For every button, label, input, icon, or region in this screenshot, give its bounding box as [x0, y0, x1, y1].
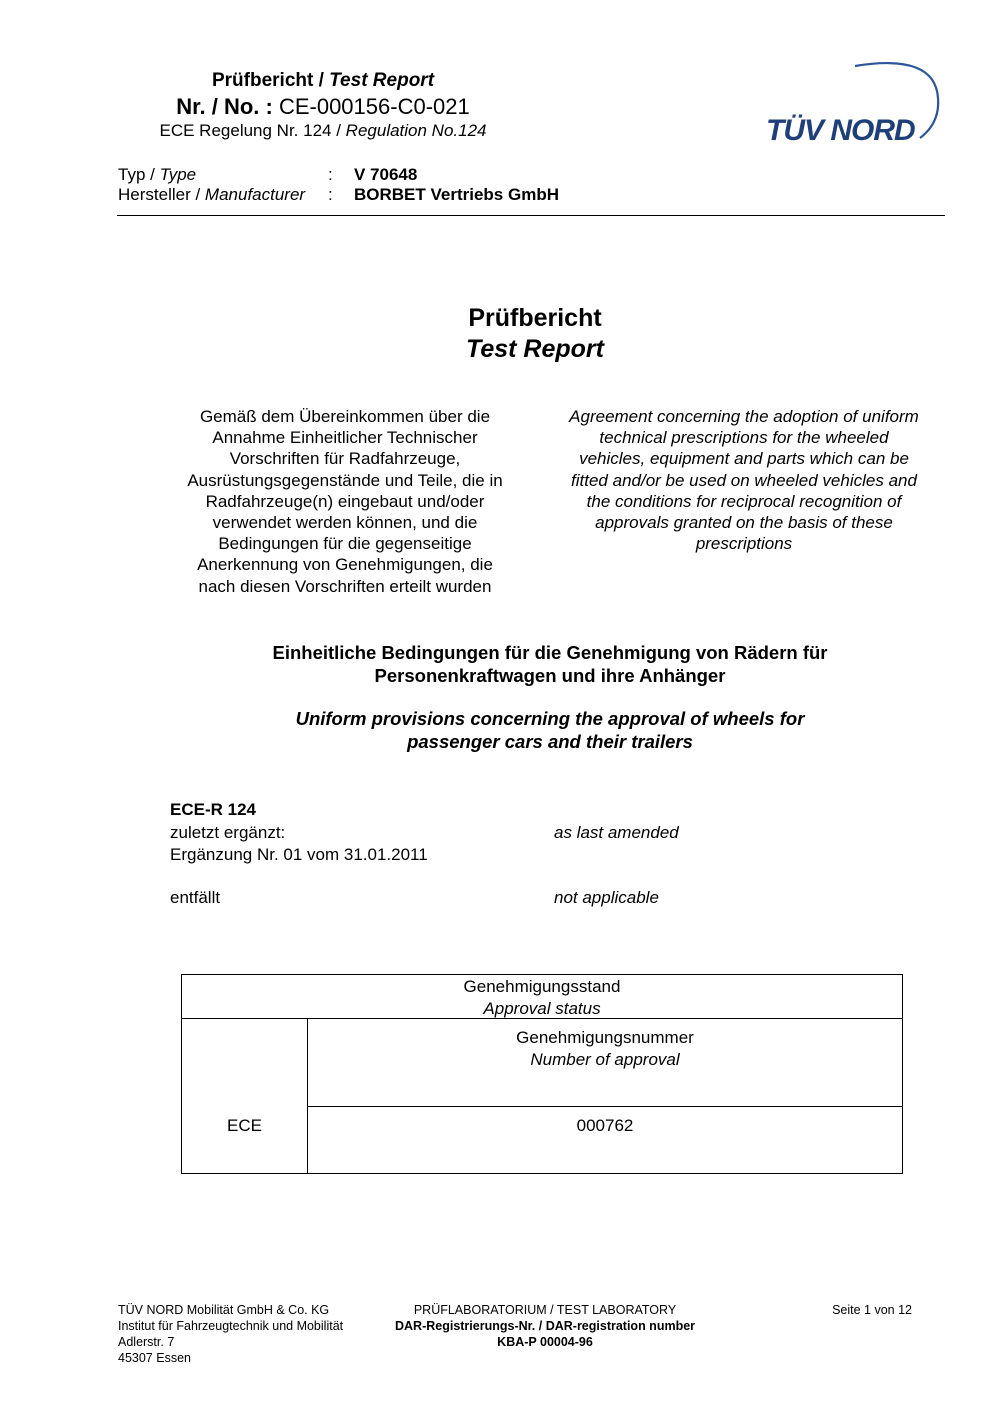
approval-status-de: Genehmigungsstand: [463, 977, 621, 996]
agreement-en-line: fitted and/or be used on wheeled vehicles and: [571, 470, 917, 490]
supplement-info: Ergänzung Nr. 01 vom 31.01.2011: [170, 845, 428, 864]
report-label-de: Prüfbericht /: [211, 70, 330, 91]
agreement-en-line: prescriptions: [695, 534, 793, 554]
report-number-value: CE-000156-C0-021: [278, 94, 470, 119]
agreement-en-line: technical prescriptions for the wheeled: [599, 428, 889, 448]
report-number-label: Nr. / No. :: [176, 94, 279, 119]
manufacturer-row: [118, 185, 559, 205]
provisions-title-en: [200, 707, 900, 753]
agreement-de-line: Bedingungen für die gegenseitige: [218, 534, 472, 554]
provisions-de-line: Personenkraftwagen und ihre Anhänger: [374, 665, 726, 686]
footer-address: [118, 1302, 343, 1366]
agreement-de-line: Vorschriften für Radfahrzeuge,: [229, 449, 461, 469]
footer-address-line: 45307 Essen: [118, 1351, 191, 1365]
provisions-en-line: Uniform provisions concerning the approval of wheels for: [295, 708, 805, 729]
approval-status-en: Approval status: [483, 998, 601, 1018]
approval-status-header: [182, 976, 902, 1019]
approval-scheme: ECE: [227, 1116, 262, 1135]
agreement-text-en: [550, 406, 938, 554]
type-separator: :: [328, 165, 333, 184]
type-value: V 70648: [354, 165, 418, 184]
footer-address-line: TÜV NORD Mobilität GmbH & Co. KG: [118, 1303, 330, 1317]
logo-text: TÜV NORD: [766, 114, 915, 147]
agreement-de-line: Gemäß dem Übereinkommen über die: [199, 407, 491, 426]
regulation-header: [118, 121, 528, 141]
agreement-de-line: Radfahrzeuge(n) eingebaut und/oder: [205, 491, 485, 511]
footer-laboratory: [370, 1302, 720, 1350]
footer-lab-title: PRÜFLABORATORIUM / TEST LABORATORY: [413, 1303, 677, 1317]
type-label-de: Typ /: [118, 165, 160, 184]
approval-number-header: [308, 1027, 902, 1070]
agreement-de-line: nach diesen Vorschriften erteilt wurden: [198, 576, 492, 596]
agreement-de-line: Anerkennung von Genehmigungen, die: [197, 555, 493, 575]
agreement-en-line: Agreement concerning the adoption of uniform: [569, 407, 919, 426]
approval-number-label-en: Number of approval: [530, 1049, 680, 1069]
tuv-nord-logo: [760, 58, 945, 153]
agreement-de-line: verwendet werden können, und die: [212, 513, 478, 533]
agreement-de-line: Annahme Einheitlicher Technischer: [212, 428, 478, 448]
footer-address-line: Adlerstr. 7: [118, 1335, 175, 1349]
regulation-title: ECE-R 124: [170, 800, 256, 819]
regulation-header-en: Regulation No.124: [345, 121, 487, 140]
title-de: Prüfbericht: [468, 304, 602, 332]
amended-label-de: zuletzt ergänzt:: [170, 823, 286, 842]
report-label: [118, 70, 528, 92]
agreement-en-line: approvals granted on the basis of these: [595, 513, 893, 533]
footer-registration-number: KBA-P 00004-96: [497, 1335, 593, 1349]
report-number: [118, 94, 528, 120]
table-divider: [307, 1106, 902, 1107]
approval-number-value: 000762: [576, 1116, 634, 1135]
agreement-en-line: vehicles, equipment and parts which can be: [579, 449, 909, 469]
page-number: Seite 1 von 12: [832, 1303, 912, 1317]
agreement-text-de: [170, 406, 520, 597]
footer-registration-label: DAR-Registrierungs-Nr. / DAR-registration number: [394, 1319, 696, 1333]
manufacturer-label: [118, 185, 328, 205]
not-applicable-de: entfällt: [170, 888, 221, 907]
approval-number-label-de: Genehmigungsnummer: [516, 1028, 694, 1047]
header-divider: [117, 215, 945, 216]
provisions-en-line: passenger cars and their trailers: [407, 731, 693, 752]
manufacturer-separator: :: [328, 185, 333, 204]
footer-address-line: Institut für Fahrzeugtechnik und Mobilität: [118, 1319, 344, 1333]
approval-status-table: [181, 974, 903, 1174]
type-label: [118, 165, 328, 185]
regulation-header-de: ECE Regelung Nr. 124 /: [159, 121, 346, 140]
type-label-en: Type: [159, 165, 197, 184]
manufacturer-value: BORBET Vertriebs GmbH: [354, 185, 559, 204]
manufacturer-label-de: Hersteller /: [118, 185, 205, 204]
not-applicable-en: not applicable: [554, 888, 659, 907]
provisions-de-line: Einheitliche Bedingungen für die Genehmigung von Rädern für: [272, 642, 828, 663]
manufacturer-label-en: Manufacturer: [204, 185, 306, 204]
report-label-en: Test Report: [329, 70, 435, 91]
agreement-en-line: the conditions for reciprocal recognition of: [586, 491, 902, 511]
agreement-de-line: Ausrüstungsgegenstände und Teile, die in: [187, 470, 503, 490]
amended-label-en: as last amended: [554, 823, 679, 842]
type-row: [118, 165, 417, 185]
title-en: Test Report: [466, 335, 604, 363]
provisions-title-de: [200, 641, 900, 687]
